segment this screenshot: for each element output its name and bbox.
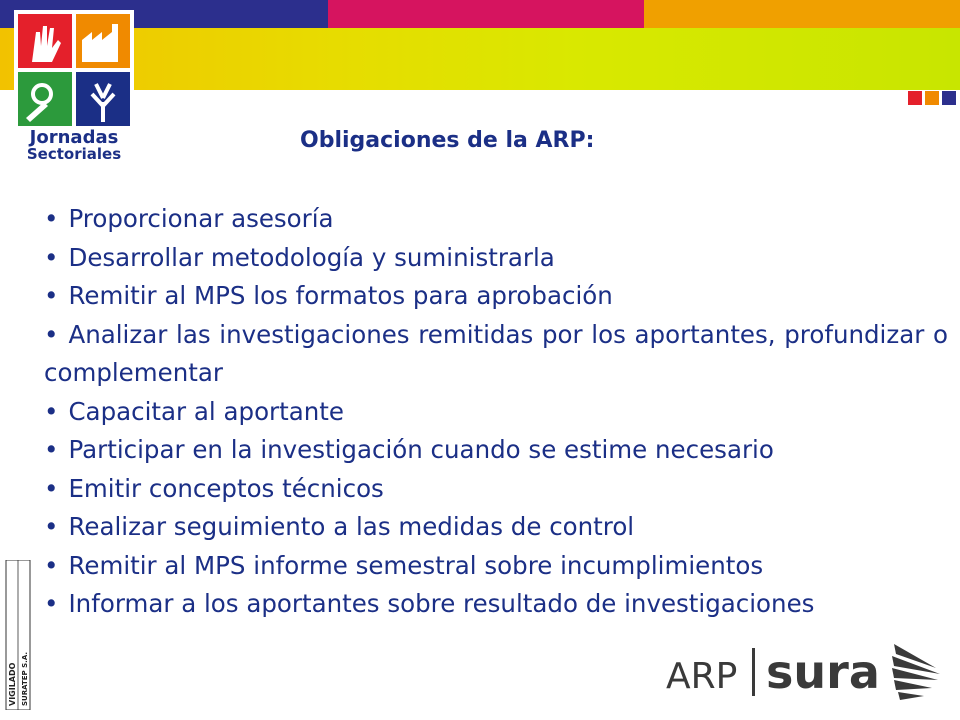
bullet-text: Analizar las investigaciones remitidas por los aportantes, profundizar o complementar xyxy=(44,319,948,387)
bullet-dot: • xyxy=(44,396,59,426)
list-item xyxy=(44,200,948,239)
accent-square-orange xyxy=(925,91,939,105)
header-yellow-band xyxy=(0,28,960,90)
bullet-text: Desarrollar metodología y suministrarla xyxy=(68,242,555,272)
arp-sura-logo xyxy=(666,638,946,706)
brand-name: sura xyxy=(766,645,880,699)
list-item xyxy=(44,431,948,470)
list-item xyxy=(44,277,948,316)
logo-line1: Jornadas xyxy=(29,127,119,148)
bullet-text: Realizar seguimiento a las medidas de control xyxy=(68,512,635,541)
list-item xyxy=(44,316,948,393)
bullet-dot: • xyxy=(44,204,59,233)
bullet-dot: • xyxy=(44,319,59,349)
brand-prefix: ARP xyxy=(666,656,738,697)
bullet-text: Emitir conceptos técnicos xyxy=(68,473,384,503)
top-bar-orange xyxy=(644,0,960,28)
list-item xyxy=(44,508,948,547)
bullet-dot: • xyxy=(44,281,59,310)
vigilado-line1: VIGILADO xyxy=(8,662,17,706)
header-top-bar xyxy=(0,0,960,28)
sura-wings-icon xyxy=(892,644,940,700)
list-item xyxy=(44,470,948,509)
vigilado-line2: SURATEP S.A. xyxy=(21,651,29,706)
bullet-dot: • xyxy=(44,242,59,272)
bullet-text: Remitir al MPS los formatos para aprobación xyxy=(68,281,613,310)
accent-square-blue xyxy=(942,91,956,105)
bullet-text: Participar en la investigación cuando se estime necesario xyxy=(68,435,774,464)
jornadas-sectoriales-logo xyxy=(14,10,134,160)
bullet-dot: • xyxy=(44,435,59,464)
list-item xyxy=(44,393,948,432)
bullet-text: Proporcionar asesoría xyxy=(68,204,334,233)
logo-green-square xyxy=(18,72,72,126)
logo-line2: Sectoriales xyxy=(26,145,122,160)
slide-title: Obligaciones de la ARP: xyxy=(300,128,595,153)
top-bar-magenta xyxy=(328,0,644,28)
list-item xyxy=(44,585,948,624)
bullet-list xyxy=(44,200,948,624)
bullet-dot: • xyxy=(44,473,59,503)
vigilado-seal xyxy=(4,560,32,710)
bullet-text: Remitir al MPS informe semestral sobre incumplimientos xyxy=(68,550,764,580)
list-item xyxy=(44,547,948,586)
brand-divider xyxy=(752,648,755,696)
bullet-dot: • xyxy=(44,550,59,580)
bullet-text: Informar a los aportantes sobre resultado de investigaciones xyxy=(68,589,815,618)
bullet-text: Capacitar al aportante xyxy=(68,396,344,426)
list-item xyxy=(44,239,948,278)
bullet-dot: • xyxy=(44,589,59,618)
accent-square-red xyxy=(908,91,922,105)
bullet-dot: • xyxy=(44,512,59,541)
accent-squares xyxy=(905,90,956,104)
